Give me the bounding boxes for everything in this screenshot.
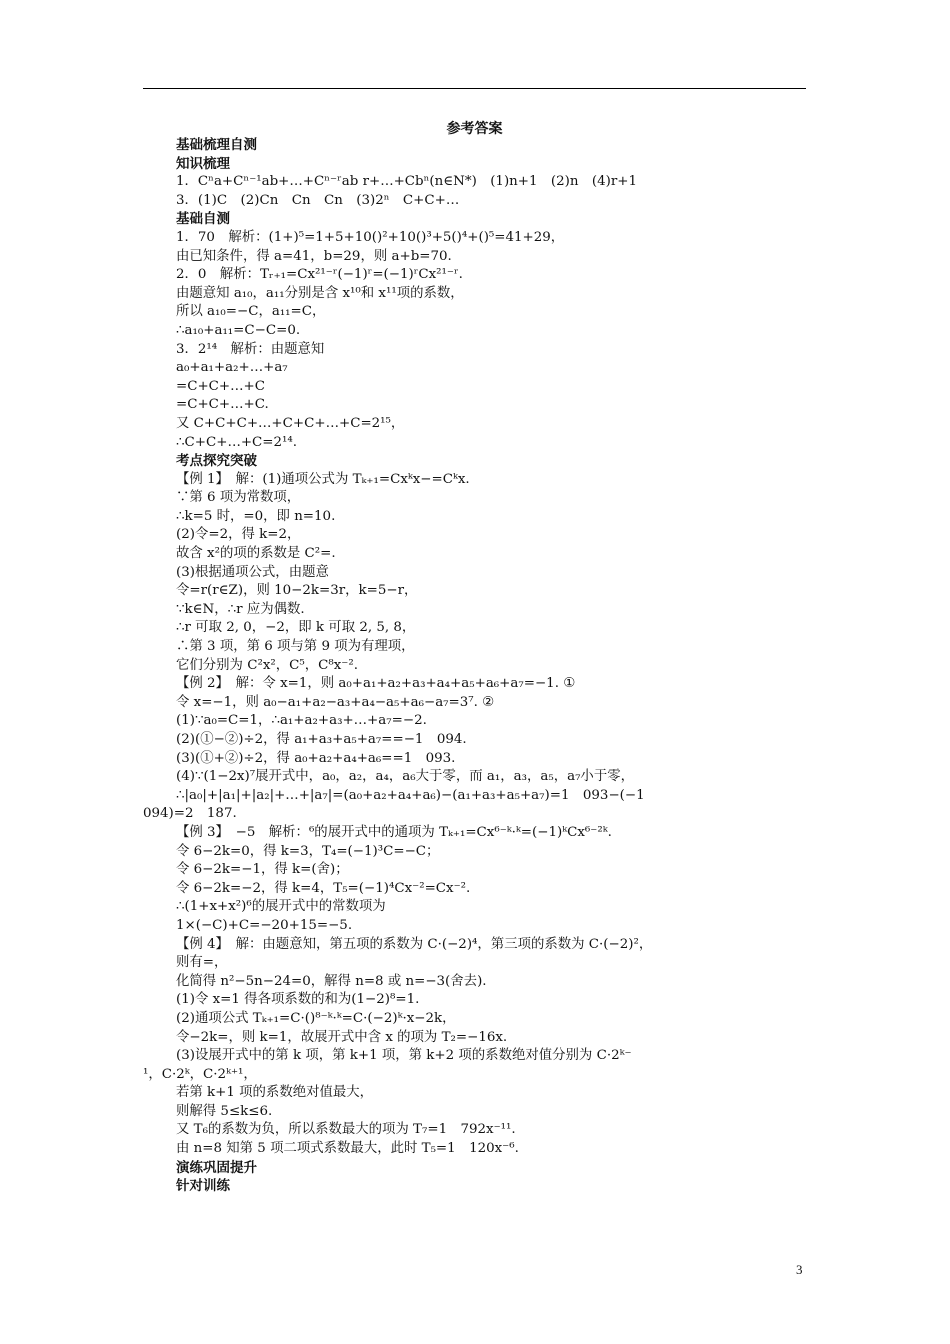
answer-line: 【例 3】 −5 解析：⁶的展开式中的通项为 Tₖ₊₁=Cx⁶⁻ᵏ·ᵏ=(−1)ᵏCx⁶⁻²ᵏ. [176,824,612,840]
answer-line: 1×(−C)+C=−20+15=−5. [176,917,353,933]
answer-line: 令 6−2k=−1，得 k=(舍)； [176,862,349,878]
answer-line: ∵k∈N，∴r 应为偶数. [176,601,305,617]
answer-line: 令−2k=，则 k=1，故展开式中含 x 的项为 T₂=−16x. [176,1029,508,1045]
answer-line: ∴(1+x+x²)⁶的展开式中的常数项为 [176,899,386,915]
answer-line: ¹，C·2ᵏ，C·2ᵏ⁺¹， [143,1066,257,1082]
answer-line: (4)∵(1−2x)⁷展开式中，a₀，a₂，a₄，a₆大于零，而 a₁，a₃，a₅，a₇小于零， [176,769,634,785]
answer-line: ∵第 6 项为常数项， [176,490,301,506]
answer-line: 则解得 5≤k≤6. [176,1103,273,1119]
answer-line: 【例 4】 解：由题意知，第五项的系数为 C·(−2)⁴，第三项的系数为 C·(−2)²， [176,936,653,952]
answer-line: 【例 1】 解：(1)通项公式为 Tₖ₊₁=Cxᵏx−=Cᵏx. [176,471,470,487]
answer-line: (3)(①+②)÷2，得 a₀+a₂+a₄+a₆==1 093. [176,750,456,766]
answer-line: 若第 k+1 项的系数绝对值最大， [176,1085,374,1101]
answer-line: 令 x=−1，则 a₀−a₁+a₂−a₃+a₄−a₅+a₆−a₇=3⁷. ② [176,694,495,710]
answer-line: ∴C+C+…+C=2¹⁴. [176,434,298,450]
answer-line: ∴第 3 项，第 6 项与第 9 项为有理项， [176,639,415,655]
answer-line: 故含 x²的项的系数是 C²=. [176,546,336,562]
answer-line: 由 n=8 知第 5 项二项式系数最大，此时 T₅=1 120x⁻⁶. [176,1141,519,1157]
answer-line: (2)(①−②)÷2，得 a₁+a₃+a₅+a₇==−1 094. [176,732,467,747]
answer-line: 则有=， [176,955,228,971]
answer-line: ∴r 可取 2, 0，−2，即 k 可取 2, 5, 8， [176,620,416,636]
answer-line: =C+C+…+C [176,378,266,394]
answer-line: 化简得 n²−5n−24=0，解得 n=8 或 n=−3(舍去). [176,973,487,989]
header-rule [143,88,806,89]
answer-line: =C+C+…+C. [176,397,269,413]
page-title: 参考答案 [446,121,503,137]
answer-body [143,136,806,1196]
answer-line: (1)∵a₀=C=1，∴a₁+a₂+a₃+…+a₇=−2. [176,713,427,729]
answer-line: 2．0 解析：Tᵣ₊₁=Cx²¹⁻ʳ(−1)ʳ=(−1)ʳCx²¹⁻ʳ. [176,267,463,283]
answer-line: 【例 2】 解：令 x=1，则 a₀+a₁+a₂+a₃+a₄+a₅+a₆+a₇=−1. ① [176,676,576,692]
page-number: 3 [796,1262,803,1277]
section-heading: 知识梳理 [176,155,230,172]
answer-line: a₀+a₁+a₂+…+a₇ [176,360,288,376]
answer-line: ∴|a₀|+|a₁|+|a₂|+…+|a₇|=(a₀+a₂+a₄+a₆)−(a₁+a₃+a₅+a₇)=1 093−(−1 [176,787,645,803]
answer-line: (3)设展开式中的第 k 项，第 k+1 项，第 k+2 项的系数绝对值分别为 C·2ᵏ⁻ [176,1048,632,1064]
answer-line: 令 6−2k=−2，得 k=4，T₅=(−1)⁴Cx⁻²=Cx⁻². [176,880,471,896]
answer-line: 由已知条件，得 a=41，b=29，则 a+b=70. [176,248,452,264]
answer-line: (3)根据通项公式，由题意 [176,564,329,580]
answer-line: 它们分别为 C²x²，C⁵，C⁸x⁻². [176,657,358,673]
answer-line: ∴k=5 时，=0，即 n=10. [176,508,336,524]
answer-line: 3．2¹⁴ 解析：由题意知 [176,341,325,357]
answer-line: 令 6−2k=0，得 k=3，T₄=(−1)³C=−C； [176,843,440,859]
section-heading: 考点探究突破 [176,453,257,470]
answer-line: (2)令=2，得 k=2， [176,527,301,543]
section-heading: 针对训练 [176,1178,230,1195]
answer-line: 又 C+C+C+…+C+C+…+C=2¹⁵， [176,415,405,431]
section-heading: 基础自测 [176,211,230,228]
answer-line: 令=r(r∈Z)，则 10−2k=3r，k=5−r， [176,583,418,599]
answer-line: ∴a₁₀+a₁₁=C−C=0. [176,322,301,338]
answer-line: 又 T₆的系数为负，所以系数最大的项为 T₇=1 792x⁻¹¹. [176,1122,516,1138]
answer-line: (1)令 x=1 得各项系数的和为(1−2)⁸=1. [176,992,420,1008]
answer-line: 由题意知 a₁₀，a₁₁分别是含 x¹⁰和 x¹¹项的系数， [176,285,464,301]
answer-line: 所以 a₁₀=−C，a₁₁=C， [176,304,326,320]
section-heading: 基础梳理自测 [176,137,257,153]
section-heading: 演练巩固提升 [176,1159,257,1176]
answer-line: 3．(1)C (2)Cn Cn Cn (3)2ⁿ C+C+… [176,192,460,208]
answer-line: 094)=2 187. [143,806,237,822]
answer-line: 1．Cⁿa+Cⁿ⁻¹ab+…+Cⁿ⁻ʳab r+…+Cbⁿ(n∈N*) (1)n+1 (2)n (4)r+1 [176,174,638,190]
answer-line: 1．70 解析：(1+)⁵=1+5+10()²+10()³+5()⁴+()⁵=41+29， [176,229,565,245]
answer-line: (2)通项公式 Tₖ₊₁=C·()⁸⁻ᵏ·ᵏ=C·(−2)ᵏ·x−2k， [176,1010,456,1026]
